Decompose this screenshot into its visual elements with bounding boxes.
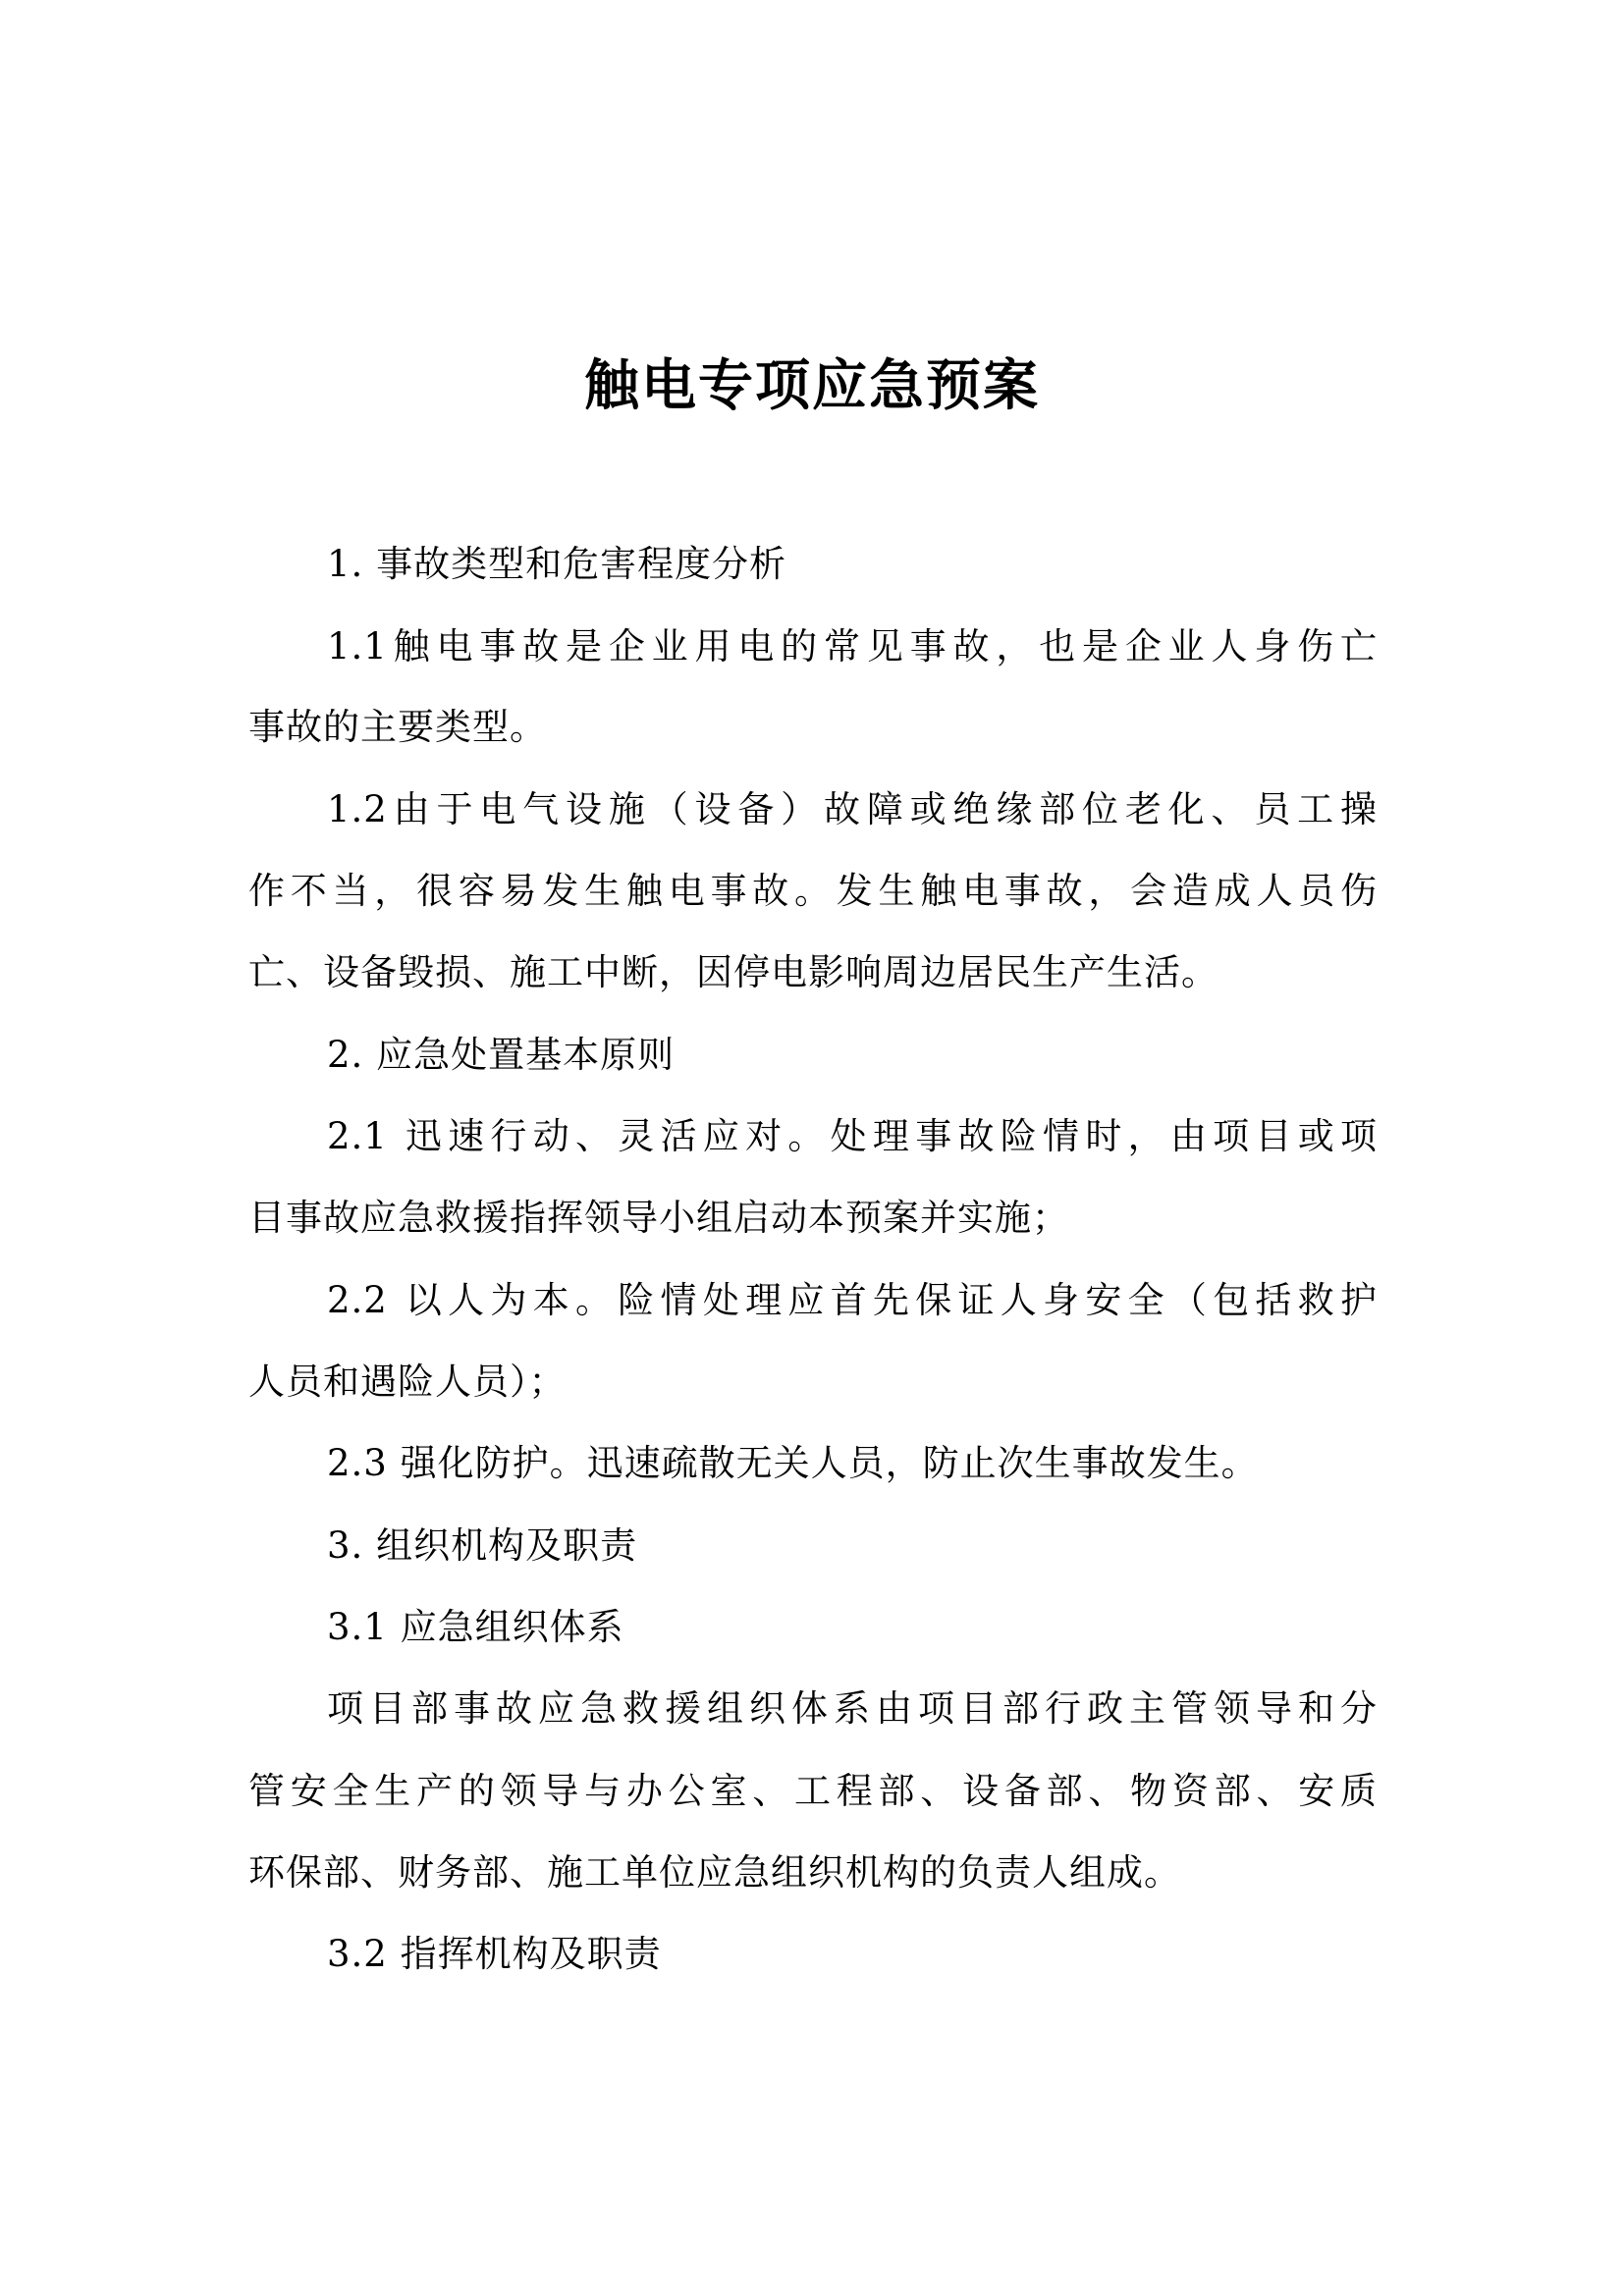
section-heading-1: 1. 事故类型和危害程度分析	[327, 543, 787, 585]
paragraph-2-2-line-2: 人员和遇险人员）；	[248, 1361, 567, 1403]
paragraph-1-1-line-2: 事故的主要类型。	[248, 706, 547, 748]
paragraph-2-3: 2.3 强化防护。迅速疏散无关人员，防止次生事故发生。	[327, 1442, 1259, 1484]
paragraph-1-2-line-2: 作不当，很容易发生触电事故。发生触电事故，会造成人员伤	[248, 870, 1378, 912]
paragraph-1-2-line-1: 1.2由于电气设施（设备）故障或绝缘部位老化、员工操	[327, 788, 1378, 830]
paragraph-3-1-line-1: 项目部事故应急救援组织体系由项目部行政主管领导和分	[327, 1687, 1378, 1730]
paragraph-2-1-line-1: 2.1 迅速行动、灵活应对。处理事故险情时，由项目或项	[327, 1115, 1378, 1157]
paragraph-1-2-line-3: 亡、设备毁损、施工中断，因停电影响周边居民生产生活。	[248, 951, 1218, 993]
section-heading-3: 3. 组织机构及职责	[327, 1524, 638, 1567]
subsection-heading-3-2: 3.2 指挥机构及职责	[327, 1933, 662, 1975]
paragraph-1-1-line-1: 1.1触电事故是企业用电的常见事故，也是企业人身伤亡	[327, 625, 1378, 667]
paragraph-3-1-line-3: 环保部、财务部、施工单位应急组织机构的负责人组成。	[248, 1851, 1181, 1894]
section-heading-2: 2. 应急处置基本原则	[327, 1034, 676, 1076]
subsection-heading-3-1: 3.1 应急组织体系	[327, 1606, 624, 1648]
paragraph-2-2-line-1: 2.2 以人为本。险情处理应首先保证人身安全（包括救护	[327, 1279, 1378, 1321]
paragraph-3-1-line-2: 管安全生产的领导与办公室、工程部、设备部、物资部、安质	[248, 1770, 1378, 1812]
paragraph-2-1-line-2: 目事故应急救援指挥领导小组启动本预案并实施；	[248, 1197, 1069, 1239]
document-title: 触电专项应急预案	[584, 353, 1040, 418]
